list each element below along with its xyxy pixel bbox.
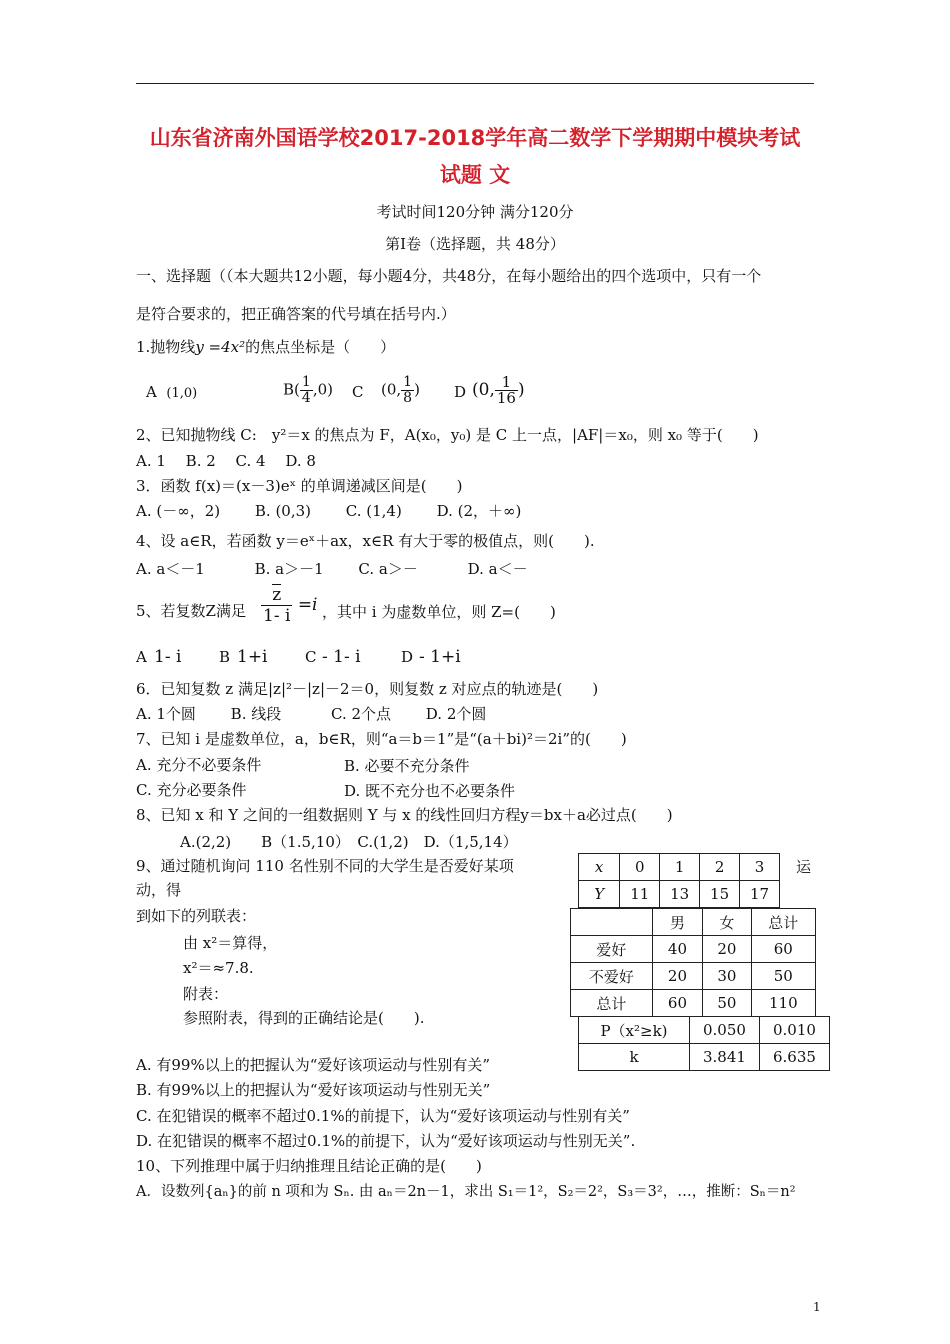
q9-option-c: C. 在犯错误的概率不超过0.1%的前提下，认为“爱好该项运动与性别有关” [136,1107,630,1125]
q10-option-a: A．设数列{aₙ}的前 n 项和为 Sₙ. 由 aₙ＝2n－1，求出 S₁＝1²，S₂＝2²，S₃＝3²，…，推断：Sₙ＝n² [136,1184,796,1200]
table-cell: 15 [700,881,740,908]
q1-a-label: A [146,383,157,401]
q5-stem-post: ，其中 i 为虚数单位，则 Z=( ) [322,603,556,621]
q5-z-bar: z [272,585,282,605]
q9-contingency-table [570,908,816,1017]
table-cell: 20 [652,963,702,990]
table-row [579,1044,830,1071]
q5-frac [261,585,292,626]
q1-c-post: ) [414,380,420,399]
q10-stem: 10、下列推理中属于归纳推理且结论正确的是( ) [136,1157,482,1175]
q1-d-label: D [454,383,467,401]
q1-stem [136,337,395,357]
q3-stem: 3．函数 f(x)＝(x－3)eˣ 的单调递减区间是( ) [136,477,463,495]
table-cell: 60 [751,936,815,963]
table-cell: 20 [703,936,751,963]
q9-ask: 参照附表，得到的正确结论是( ). [183,1009,425,1027]
table-row [579,881,780,908]
q5-frac-rhs: =i [297,595,318,615]
table-row [571,909,816,936]
q5-frac-den: 1- i [263,606,291,626]
section-intro-line1: 一、选择题（（本大题共12小题，每小题4分，共48分，在每小题给出的四个选项中，只有一个 [136,267,762,285]
exam-info: 考试时间120分钟 满分120分 [376,203,574,221]
table-cell: 男 [652,909,702,936]
q5-b-value: 1+i [237,647,268,667]
q9-calc2: x²＝≈7.8. [183,959,254,977]
q9-stem-line1-tail: 运 [796,858,812,876]
q9-stem-line3: 到如下的列联表： [136,907,257,925]
table-cell [571,909,653,936]
q1-d-num: 1 [495,375,518,391]
table-cell: 60 [652,990,702,1017]
q7-option-a: A. 充分不必要条件 [136,756,262,774]
q5-d-label: D [401,648,414,666]
table-cell: 总计 [571,990,653,1017]
q1-option-b [283,375,333,406]
q1-d-post: ) [517,380,525,400]
q8-stem: 8、已知 x 和 Y 之间的一组数据则 Y 与 x 的线性回归方程y＝bx＋a必过点( ) [136,806,673,824]
q9-calc1: 由 x²＝算得， [183,934,278,952]
page-number: 1 [813,1300,821,1314]
table-cell: 0.010 [759,1017,829,1044]
q5-c-value: - 1- i [322,647,361,667]
table-cell: Y [579,881,620,908]
q5-c-label: C [305,648,317,666]
q6-stem: 6．已知复数 z 满足|z|²－|z|－2＝0，则复数 z 对应点的轨迹是( ) [136,680,599,698]
q1-b-label: B [283,380,295,399]
q5-a-value: 1- i [154,647,182,667]
table-cell: 0 [620,854,660,881]
q9-stem-line1: 9、通过随机询问 110 名性别不同的大学生是否爱好某项 [136,857,514,875]
q5-b-label: B [219,648,231,666]
q2-options: A. 1 B. 2 C. 4 D. 8 [136,452,316,470]
q1-b-den: 4 [301,390,311,406]
table-cell: 17 [740,881,780,908]
q5-stem-pre: 5、若复数Z满足 [136,602,246,620]
q1-c-pre: (0, [381,380,402,399]
doc-title-line1: 山东省济南外国语学校2017-2018学年高二数学下学期期中模块考试 [149,126,801,150]
section-intro-line2: 是符合要求的，把正确答案的代号填在括号内.） [136,305,456,323]
q9-option-b: B. 有99%以上的把握认为“爱好该项运动与性别无关” [136,1081,491,1099]
table-cell: 爱好 [571,936,653,963]
table-cell: 30 [703,963,751,990]
table-row [571,990,816,1017]
table-cell: 110 [751,990,815,1017]
table-cell: 0.050 [689,1017,759,1044]
q5-fraction [261,585,318,626]
table-cell: 总计 [751,909,815,936]
q1-b-fraction [300,375,313,406]
q1-option-c [381,375,420,406]
table-row [571,936,816,963]
q1-c-label: C [352,383,364,401]
q1-stem-post: 的焦点坐标是（ ） [245,338,396,356]
q5-frac-num [261,585,292,606]
doc-title-line2: 试题 文 [439,163,511,187]
q1-d-fraction [495,375,518,406]
table-cell: 1 [660,854,700,881]
q1-b-pre: ( [294,380,300,399]
q1-formula: y =4x² [195,338,246,356]
q1-c-den: 8 [403,390,413,406]
table-cell: 3 [740,854,780,881]
q5-d-value: - 1+i [419,647,461,667]
q9-appendix: 附表： [183,985,229,1003]
q9-reference-table [578,1016,830,1071]
q4-options: A. a＜－1 B. a＞－1 C. a＞－ D. a＜－ [136,560,528,578]
table-cell: 6.635 [759,1044,829,1071]
q7-stem: 7、已知 i 是虚数单位，a，b∈R，则“a＝b＝1”是“(a＋bi)²＝2i”的( ) [136,730,627,748]
table-cell: 2 [700,854,740,881]
q7-option-c: C. 充分必要条件 [136,781,247,799]
table-row [579,854,780,881]
q4-stem: 4、设 a∈R，若函数 y＝eˣ＋ax，x∈R 有大于零的极值点，则( ). [136,532,595,550]
table-cell: 13 [660,881,700,908]
q1-c-fraction [401,375,414,406]
table-row [579,1017,830,1044]
q1-option-d [472,375,525,406]
q2-stem: 2、已知抛物线 C: y²＝x 的焦点为 F，A(x₀，y₀) 是 C 上一点，|AF|＝x₀，则 x₀ 等于( ) [136,426,759,444]
table-row [571,963,816,990]
q1-d-den: 16 [496,389,516,407]
q8-data-table [578,853,780,908]
q3-options: A. (－∞，2) B. (0,3) C. (1,4) D. (2，＋∞) [136,502,522,520]
q9-option-a: A. 有99%以上的把握认为“爱好该项运动与性别有关” [136,1056,491,1074]
table-cell: 不爱好 [571,963,653,990]
table-cell: 3.841 [689,1044,759,1071]
part-title: 第Ⅰ卷（选择题，共 48分） [385,235,565,253]
header-rule [136,83,814,84]
q1-d-pre: (0, [472,380,495,400]
q1-stem-pre: 1.抛物线 [136,338,196,356]
table-cell: 50 [703,990,751,1017]
q9-option-d: D. 在犯错误的概率不超过0.1%的前提下，认为“爱好该项运动与性别无关”. [136,1132,636,1150]
table-cell: k [579,1044,690,1071]
q5-a-label: A [136,648,147,666]
table-cell: x [579,854,620,881]
q7-option-d: D. 既不充分也不必要条件 [344,782,516,800]
q1-b-num: 1 [301,374,311,390]
table-cell: 女 [703,909,751,936]
q7-option-b: B. 必要不充分条件 [344,757,470,775]
q1-c-num: 1 [403,374,413,390]
table-cell: 40 [652,936,702,963]
q6-options: A. 1个圆 B. 线段 C. 2个点 D. 2个圆 [136,705,487,723]
q9-stem-line2: 动，得 [136,881,182,899]
q1-option-a [146,383,197,401]
q1-b-post: ,0) [312,380,333,399]
table-cell: 50 [751,963,815,990]
table-cell: P（x²≥k) [579,1017,690,1044]
table-cell: 11 [620,881,660,908]
q8-options: A.(2,2) B（1.5,10） C.(1,2) D.（1,5,14） [180,833,518,851]
q1-a-value: (1,0) [166,386,198,401]
